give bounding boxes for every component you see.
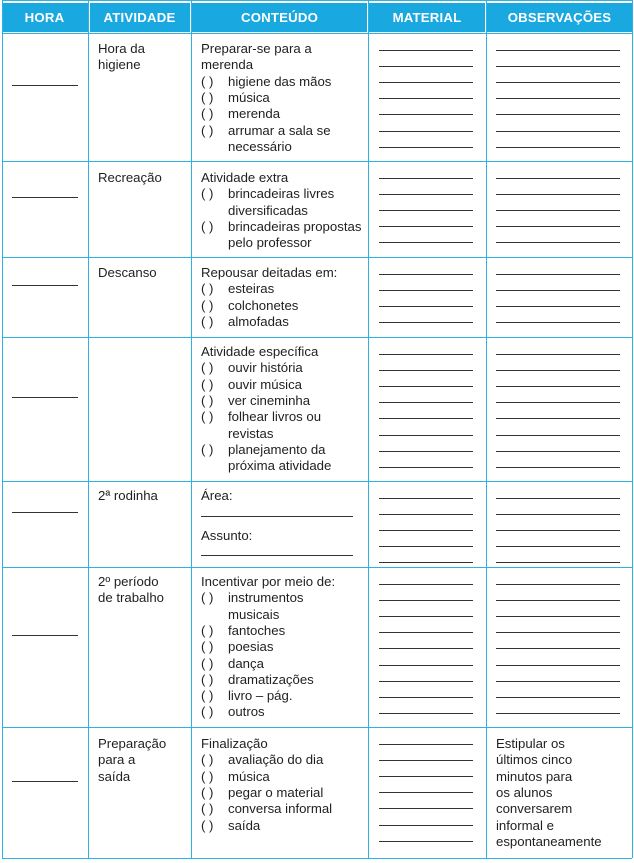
- checkbox[interactable]: ( ): [201, 376, 214, 392]
- observacoes-blank-line[interactable]: [496, 530, 620, 531]
- row-rule: [2, 858, 632, 859]
- material-blank-line[interactable]: [379, 744, 473, 745]
- observacoes-blank-line[interactable]: [496, 681, 620, 682]
- hora-blank-line[interactable]: [12, 285, 78, 286]
- observacoes-blank-line[interactable]: [496, 435, 620, 436]
- atividade-label: para a: [98, 752, 136, 768]
- material-blank-line[interactable]: [379, 760, 473, 761]
- field-label-assunto: Assunto:: [201, 528, 253, 543]
- checkbox[interactable]: ( ): [201, 313, 214, 329]
- atividade-label: 2ª rodinha: [98, 488, 158, 503]
- atividade-label: Recreação: [98, 170, 162, 185]
- option-label: saída: [228, 817, 261, 833]
- conteudo-title: Preparar-se para a: [201, 41, 312, 56]
- option-label: musicais: [228, 606, 280, 622]
- observacoes-blank-line[interactable]: [496, 514, 620, 515]
- column-rule: [191, 0, 192, 858]
- observacoes-blank-line[interactable]: [496, 178, 620, 179]
- checkbox[interactable]: ( ): [201, 622, 214, 638]
- observacoes-blank-line[interactable]: [496, 114, 620, 115]
- conteudo-title: Atividade extra: [201, 170, 289, 185]
- checkbox[interactable]: ( ): [201, 784, 214, 800]
- observacoes-blank-line[interactable]: [496, 98, 620, 99]
- material-blank-line[interactable]: [379, 210, 473, 211]
- material-blank-line[interactable]: [379, 451, 473, 452]
- material-blank-line[interactable]: [379, 274, 473, 275]
- material-blank-line[interactable]: [379, 242, 473, 243]
- option-label: outros: [228, 704, 265, 720]
- material-blank-line[interactable]: [379, 147, 473, 148]
- observacoes-blank-line[interactable]: [496, 82, 620, 83]
- observacoes-blank-line[interactable]: [496, 306, 620, 307]
- observacoes-blank-line[interactable]: [496, 370, 620, 371]
- material-blank-line[interactable]: [379, 584, 473, 585]
- observacoes-blank-line[interactable]: [496, 616, 620, 617]
- observacoes-blank-line[interactable]: [496, 66, 620, 67]
- option-label: brincadeiras propostas: [228, 218, 362, 234]
- option-label: dança: [228, 655, 264, 671]
- atividade-label: de trabalho: [98, 590, 164, 606]
- header-atividade: ATIVIDADE: [103, 10, 176, 25]
- checkbox[interactable]: ( ): [201, 817, 214, 833]
- observacoes-blank-line[interactable]: [496, 354, 620, 355]
- hora-blank-line[interactable]: [12, 197, 78, 198]
- atividade-label: higiene: [98, 57, 141, 73]
- checkbox[interactable]: ( ): [201, 639, 214, 655]
- observacoes-blank-line[interactable]: [496, 418, 620, 419]
- checkbox[interactable]: ( ): [201, 671, 214, 687]
- option-label: brincadeiras livres: [228, 186, 335, 202]
- checkbox[interactable]: ( ): [201, 655, 214, 671]
- observacoes-blank-line[interactable]: [496, 210, 620, 211]
- observacoes-text: minutos para: [496, 768, 573, 784]
- hora-blank-line[interactable]: [12, 635, 78, 636]
- row-rule: [2, 727, 632, 728]
- option-label: revistas: [228, 425, 274, 441]
- option-label: ouvir música: [228, 376, 303, 392]
- observacoes-blank-line[interactable]: [496, 632, 620, 633]
- option-label: avaliação do dia: [228, 752, 324, 768]
- checkbox[interactable]: ( ): [201, 122, 214, 138]
- material-blank-line[interactable]: [379, 792, 473, 793]
- atividade-label: saída: [98, 768, 131, 784]
- observacoes-blank-line[interactable]: [496, 386, 620, 387]
- row-rule: [2, 481, 632, 482]
- material-blank-line[interactable]: [379, 665, 473, 666]
- area-blank-line[interactable]: [201, 516, 353, 517]
- observacoes-blank-line[interactable]: [496, 665, 620, 666]
- column-rule: [88, 0, 89, 858]
- checkbox[interactable]: ( ): [201, 441, 214, 457]
- option-label: necessário: [228, 138, 292, 154]
- checkbox[interactable]: ( ): [201, 186, 214, 202]
- option-label: merenda: [228, 106, 281, 122]
- material-blank-line[interactable]: [379, 808, 473, 809]
- material-blank-line[interactable]: [379, 546, 473, 547]
- option-label: próxima atividade: [228, 458, 332, 474]
- material-blank-line[interactable]: [379, 616, 473, 617]
- option-label: música: [228, 768, 270, 784]
- material-blank-line[interactable]: [379, 306, 473, 307]
- hora-blank-line[interactable]: [12, 781, 78, 782]
- observacoes-blank-line[interactable]: [496, 194, 620, 195]
- material-blank-line[interactable]: [379, 825, 473, 826]
- option-label: folhear livros ou: [228, 409, 322, 425]
- option-label: pelo professor: [228, 235, 312, 251]
- row-rule: [2, 567, 632, 568]
- checkbox[interactable]: ( ): [201, 768, 214, 784]
- observacoes-text: espontaneamente: [496, 833, 602, 849]
- observacoes-text: os alunos: [496, 784, 553, 800]
- option-label: fantoches: [228, 622, 286, 638]
- material-blank-line[interactable]: [379, 370, 473, 371]
- material-blank-line[interactable]: [379, 713, 473, 714]
- observacoes-blank-line[interactable]: [496, 226, 620, 227]
- checkbox[interactable]: ( ): [201, 297, 214, 313]
- assunto-blank-line[interactable]: [201, 555, 353, 556]
- option-label: ouvir história: [228, 360, 303, 376]
- header-conteudo: CONTEÚDO: [240, 10, 319, 25]
- header-hora: HORA: [24, 10, 65, 25]
- observacoes-blank-line[interactable]: [496, 322, 620, 323]
- row-rule: [2, 257, 632, 258]
- option-label: música: [228, 89, 270, 105]
- observacoes-blank-line[interactable]: [496, 242, 620, 243]
- option-label: esteiras: [228, 281, 275, 297]
- checkbox[interactable]: ( ): [201, 409, 214, 425]
- option-label: higiene das mãos: [228, 73, 332, 89]
- option-label: conversa informal: [228, 801, 333, 817]
- observacoes-text: Estipular os: [496, 736, 565, 751]
- material-blank-line[interactable]: [379, 131, 473, 132]
- observacoes-blank-line[interactable]: [496, 498, 620, 499]
- observacoes-blank-line[interactable]: [496, 648, 620, 649]
- material-blank-line[interactable]: [379, 226, 473, 227]
- atividade-label: 2º período: [98, 574, 159, 589]
- conteudo-title: Repousar deitadas em:: [201, 265, 338, 280]
- material-blank-line[interactable]: [379, 82, 473, 83]
- material-blank-line[interactable]: [379, 632, 473, 633]
- observacoes-blank-line[interactable]: [496, 131, 620, 132]
- material-blank-line[interactable]: [379, 290, 473, 291]
- checkbox[interactable]: ( ): [201, 704, 214, 720]
- material-blank-line[interactable]: [379, 66, 473, 67]
- material-blank-line[interactable]: [379, 841, 473, 842]
- option-label: instrumentos: [228, 590, 304, 606]
- material-blank-line[interactable]: [379, 530, 473, 531]
- checkbox[interactable]: ( ): [201, 89, 214, 105]
- header-observacoes: OBSERVAÇÕES: [507, 10, 612, 25]
- conteudo-title: Atividade específica: [201, 344, 319, 359]
- observacoes-blank-line[interactable]: [496, 451, 620, 452]
- material-blank-line[interactable]: [379, 514, 473, 515]
- conteudo-title: Finalização: [201, 736, 268, 751]
- material-blank-line[interactable]: [379, 418, 473, 419]
- observacoes-blank-line[interactable]: [496, 402, 620, 403]
- row-rule: [2, 33, 632, 34]
- hora-blank-line[interactable]: [12, 512, 78, 513]
- option-label: colchonetes: [228, 297, 299, 313]
- checkbox[interactable]: ( ): [201, 106, 214, 122]
- checkbox[interactable]: ( ): [201, 752, 214, 768]
- option-label: planejamento da: [228, 441, 326, 457]
- checkbox[interactable]: ( ): [201, 688, 214, 704]
- observacoes-blank-line[interactable]: [496, 50, 620, 51]
- header-material: MATERIAL: [392, 10, 462, 25]
- conteudo-title: merenda: [201, 57, 254, 73]
- material-blank-line[interactable]: [379, 681, 473, 682]
- column-rule: [2, 0, 3, 858]
- field-label-area: Área:: [201, 488, 233, 503]
- observacoes-blank-line[interactable]: [496, 697, 620, 698]
- option-label: arrumar a sala se: [228, 122, 331, 138]
- material-blank-line[interactable]: [379, 98, 473, 99]
- atividade-label: Descanso: [98, 265, 157, 280]
- material-blank-line[interactable]: [379, 562, 473, 563]
- hora-blank-line[interactable]: [12, 397, 78, 398]
- material-blank-line[interactable]: [379, 178, 473, 179]
- checkbox[interactable]: ( ): [201, 801, 214, 817]
- material-blank-line[interactable]: [379, 114, 473, 115]
- atividade-label: Hora da: [98, 41, 145, 56]
- option-label: almofadas: [228, 313, 289, 329]
- observacoes-text: conversarem: [496, 801, 573, 817]
- row-rule: [2, 161, 632, 162]
- checkbox[interactable]: ( ): [201, 392, 214, 408]
- material-blank-line[interactable]: [379, 498, 473, 499]
- material-blank-line[interactable]: [379, 50, 473, 51]
- row-rule: [2, 0, 632, 1]
- material-blank-line[interactable]: [379, 194, 473, 195]
- checkbox[interactable]: ( ): [201, 590, 214, 606]
- option-label: dramatizações: [228, 671, 314, 687]
- checkbox[interactable]: ( ): [201, 281, 214, 297]
- column-rule: [632, 0, 633, 858]
- material-blank-line[interactable]: [379, 648, 473, 649]
- option-label: pegar o material: [228, 784, 324, 800]
- observacoes-blank-line[interactable]: [496, 147, 620, 148]
- row-rule: [2, 337, 632, 338]
- column-rule: [486, 0, 487, 858]
- material-blank-line[interactable]: [379, 697, 473, 698]
- option-label: ver cineminha: [228, 392, 311, 408]
- observacoes-blank-line[interactable]: [496, 290, 620, 291]
- option-label: livro – pág.: [228, 688, 293, 704]
- hora-blank-line[interactable]: [12, 85, 78, 86]
- material-blank-line[interactable]: [379, 435, 473, 436]
- material-blank-line[interactable]: [379, 402, 473, 403]
- observacoes-text: últimos cinco: [496, 752, 573, 768]
- checkbox[interactable]: ( ): [201, 360, 214, 376]
- conteudo-title: Incentivar por meio de:: [201, 574, 336, 589]
- material-blank-line[interactable]: [379, 322, 473, 323]
- column-rule: [368, 0, 369, 858]
- material-blank-line[interactable]: [379, 354, 473, 355]
- observacoes-text: informal e: [496, 817, 554, 833]
- observacoes-blank-line[interactable]: [496, 546, 620, 547]
- atividade-label: Preparação: [98, 736, 167, 751]
- checkbox[interactable]: ( ): [201, 73, 214, 89]
- observacoes-blank-line[interactable]: [496, 600, 620, 601]
- material-blank-line[interactable]: [379, 386, 473, 387]
- material-blank-line[interactable]: [379, 600, 473, 601]
- option-label: poesias: [228, 639, 274, 655]
- observacoes-blank-line[interactable]: [496, 562, 620, 563]
- observacoes-blank-line[interactable]: [496, 467, 620, 468]
- material-blank-line[interactable]: [379, 467, 473, 468]
- observacoes-blank-line[interactable]: [496, 274, 620, 275]
- observacoes-blank-line[interactable]: [496, 713, 620, 714]
- option-label: diversificadas: [228, 202, 308, 218]
- checkbox[interactable]: ( ): [201, 218, 214, 234]
- observacoes-blank-line[interactable]: [496, 584, 620, 585]
- material-blank-line[interactable]: [379, 776, 473, 777]
